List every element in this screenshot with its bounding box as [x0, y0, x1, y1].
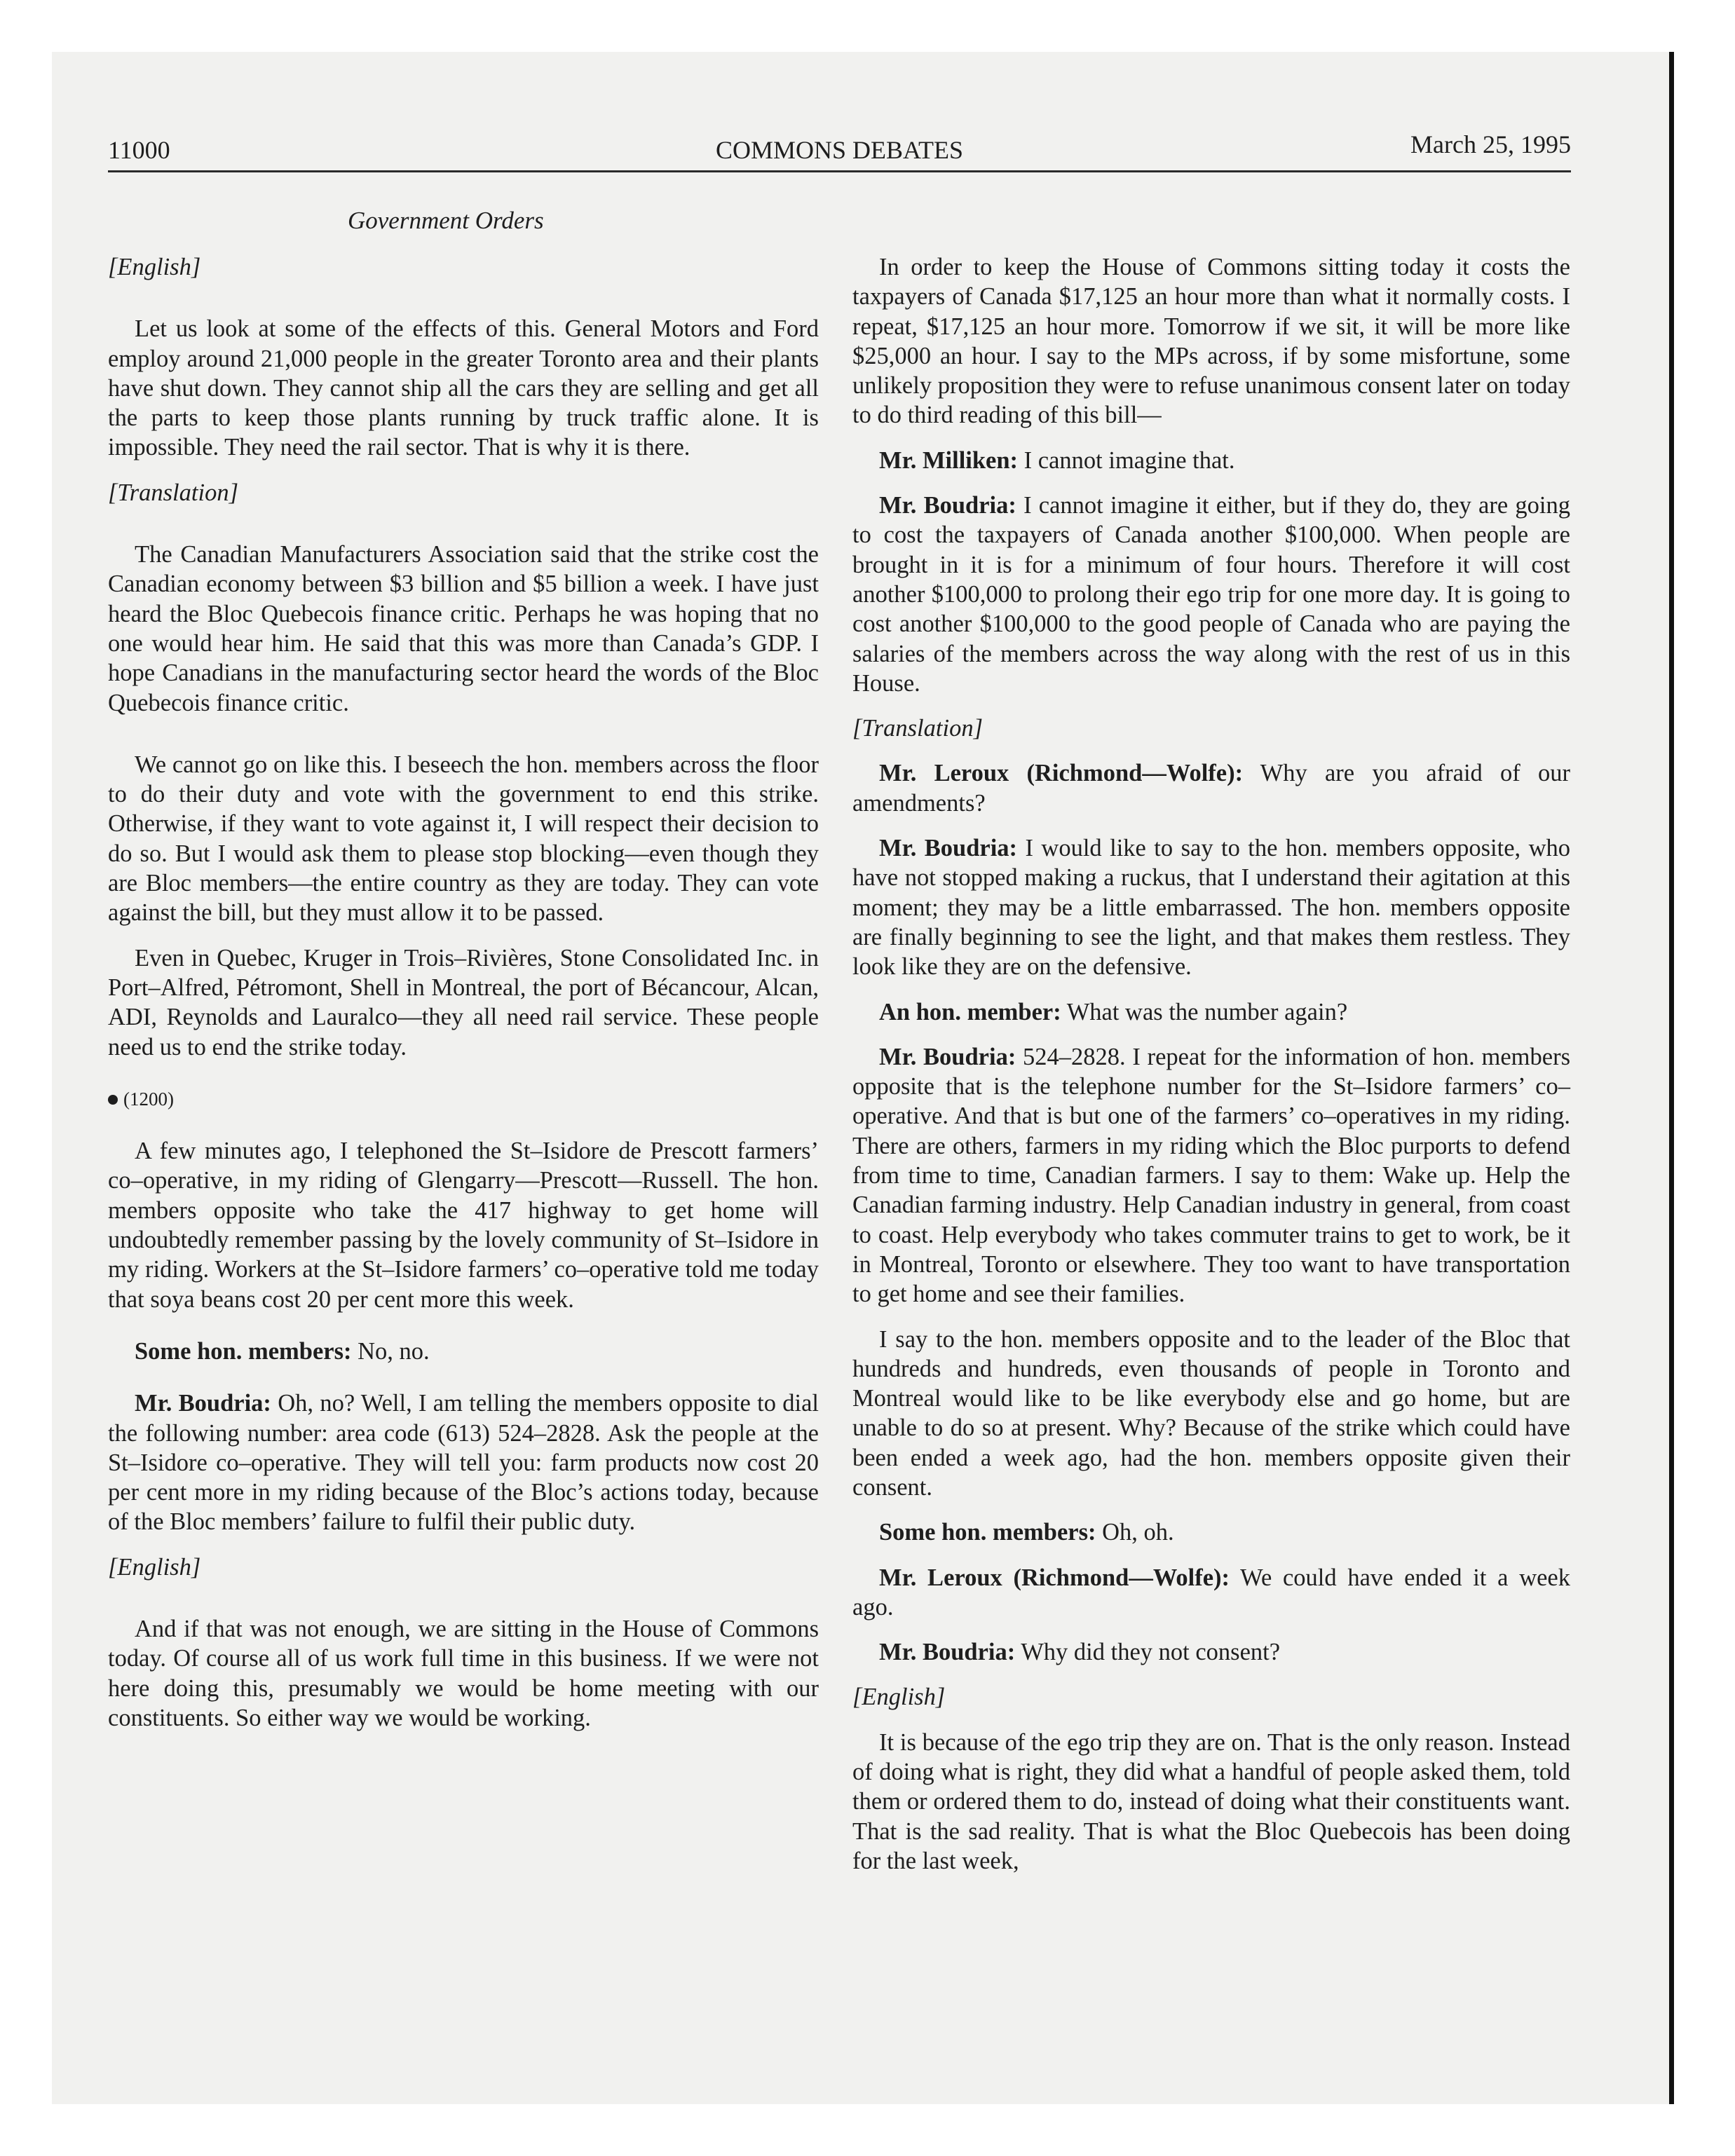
- speech-text: 524–2828. I repeat for the information of hon. members opposite that is the telephone number for the St–Isidore farmers’ co–operative. And that is but one of the farmers’ co–operatives in my riding. There are others, farmers in my riding which the Bloc purports to defend from time to time, Canadian farmers. I say to them: Wake up. Help the Canadian farming industry. Help Canadian industry in general, from coast to coast. Help everybody who takes commuter trains to get to work, be it in Montreal, Toronto or elsewhere. They too want to have transportation to get home and see their families.: [852, 1043, 1570, 1308]
- speech-text: Oh, oh.: [1096, 1519, 1174, 1546]
- speech: [852, 1517, 1570, 1547]
- paragraph: It is because of the ego trip they are on. That is the only reason. Instead of doing what is right, they did what a handful of people asked them, told them or ordered them to do, instead of doing what their constituents want. That is the sad reality. That is what the Bloc Quebecois has been doing for the last week,: [852, 1728, 1570, 1874]
- speaker-name: Mr. Boudria:: [879, 1639, 1016, 1666]
- speaker-name: Some hon. members:: [879, 1519, 1096, 1546]
- page-number: 11000: [108, 136, 170, 164]
- time-marker: [108, 1084, 819, 1114]
- speech-text: We could have ended it a week ago.: [852, 1564, 1570, 1621]
- publication-title: COMMONS DEBATES: [715, 136, 964, 164]
- running-header: [108, 130, 1571, 168]
- speech: [852, 1042, 1570, 1309]
- language-tag: [Translation]: [852, 715, 983, 742]
- speech: [852, 997, 1570, 1027]
- left-column: [108, 252, 819, 1733]
- speech: [108, 1389, 819, 1536]
- bullet-icon: [108, 1095, 118, 1105]
- paragraph: A few minutes ago, I telephoned the St–Isidore de Prescott farmers’ co–operative, in my riding of Glengarry—Prescott—Russell. The hon. members opposite who take the 417 highway to get home will undoubtedly remember passing by the lovely community of St–Isidore in my riding. Workers at the St–Isidore farmers’ co–operative told me today that soya beans cost 20 per cent more this week.: [108, 1138, 819, 1313]
- language-tag: [Translation]: [108, 479, 238, 506]
- language-tag: [English]: [852, 1684, 946, 1711]
- page-edge-shadow: [1669, 52, 1674, 2104]
- speaker-name: An hon. member:: [879, 998, 1061, 1025]
- right-column: [852, 252, 1570, 1876]
- speech-text: What was the number again?: [1061, 998, 1348, 1025]
- language-tag: [English]: [108, 254, 201, 280]
- speaker-name: Mr. Boudria:: [879, 835, 1018, 862]
- speech-text: I cannot imagine that.: [1018, 446, 1235, 474]
- speech: [852, 833, 1570, 981]
- speech: [852, 491, 1570, 698]
- speech-text: I would like to say to the hon. members opposite, who have not stopped making a ruckus, that I understand their agitation at this moment; they may be a little embarrassed. The hon. members opposite are finally beginning to see the light, and that makes them restless. They look like they are on the defensive.: [852, 835, 1570, 981]
- speaker-name: Mr. Boudria:: [879, 1043, 1016, 1070]
- speaker-name: Mr. Boudria:: [135, 1390, 271, 1417]
- time-marker-label: (1200): [123, 1088, 174, 1110]
- speech-text: No, no.: [351, 1337, 430, 1365]
- paragraph: And if that was not enough, we are sitting in the House of Commons today. Of course all of us work full time in this business. If we were not here doing this, presumably we would be home meeting with our constituents. So either way we would be working.: [108, 1615, 819, 1731]
- language-tag: [English]: [108, 1553, 201, 1581]
- speaker-name: Mr. Boudria:: [879, 492, 1016, 519]
- speaker-name: Mr. Leroux (Richmond—Wolfe):: [879, 1564, 1230, 1591]
- paragraph: We cannot go on like this. I beseech the hon. members across the floor to do their duty and vote with the government to end this strike. Otherwise, if they want to vote against it, I will respect their decision to do so. But I would ask them to please stop blocking—even though they are Bloc members—the entire country as they are today. They can vote against the bill, but they must allow it to be passed.: [108, 751, 819, 927]
- header-rule: [108, 170, 1571, 172]
- speech: [852, 758, 1570, 818]
- paragraph: The Canadian Manufacturers Association said that the strike cost the Canadian economy between $3 billion and $5 billion a week. I have just heard the Bloc Quebecois finance critic. Perhaps he was hoping that no one would hear him. He said that this was more than Canada’s GDP. I hope Canadians in the manufacturing sector heard the words of the Bloc Quebecois finance critic.: [108, 541, 819, 716]
- paragraph: In order to keep the House of Commons sitting today it costs the taxpayers of Canada $17,125 an hour more than what it normally costs. I repeat, $17,125 an hour more. Tomorrow if we sit, it will be more like $25,000 an hour. I say to the MPs across, if by some misfortune, some unlikely proposition they were to refuse unanimous consent later on today to do third reading of this bill—: [852, 254, 1570, 429]
- speech: [852, 1637, 1570, 1667]
- speech: [852, 446, 1570, 475]
- speech: [108, 1337, 819, 1366]
- paragraph: I say to the hon. members opposite and to the leader of the Bloc that hundreds and hundreds, even thousands of people in Toronto and Montreal would like to be like everybody else and go home, but are unable to do so at present. Why? Because of the strike which could have been ended a week ago, had the hon. members opposite given their consent.: [852, 1325, 1570, 1501]
- speech-text: Why did they not consent?: [1015, 1639, 1281, 1666]
- speech-text: Why are you afraid of our amendments?: [852, 760, 1570, 817]
- paragraph: Even in Quebec, Kruger in Trois–Rivières, Stone Consolidated Inc. in Port–Alfred, Pétromont, Shell in Montreal, the port of Bécancour, Alcan, ADI, Reynolds and Lauralco—they all need rail service. These people need us to end the strike today.: [108, 944, 819, 1060]
- speech: [852, 1563, 1570, 1623]
- publication-date: March 25, 1995: [1410, 130, 1571, 158]
- speaker-name: Mr. Leroux (Richmond—Wolfe):: [879, 760, 1244, 787]
- speech-text: Oh, no? Well, I am telling the members opposite to dial the following number: area code (613) 524–2828. Ask the people at the St–Isidore co–operative. They will tell you: farm products now cost 20 per cent more in my riding because of the Bloc’s actions today, because of the Bloc members’ failure to fulfil their public duty.: [108, 1390, 819, 1536]
- paragraph: Let us look at some of the effects of this. General Motors and Ford employ around 21,000 people in the greater Toronto area and their plants have shut down. They cannot ship all the cars they are selling and get all the parts to keep those plants running by truck traffic alone. It is impossible. They need the rail sector. That is why it is there.: [108, 315, 819, 461]
- section-title: Government Orders: [348, 207, 544, 234]
- speaker-name: Mr. Milliken:: [879, 446, 1019, 474]
- speech-text: I cannot imagine it either, but if they do, they are going to cost the taxpayers of Canada another $100,000. When people are brought in it is for a minimum of four hours. Therefore it will cost another $100,000 to prolong their ego trip for one more day. It is going to cost another $100,000 to the good people of Canada who are paying the salaries of the members across the way along with the rest of us in this House.: [852, 492, 1570, 697]
- speaker-name: Some hon. members:: [135, 1337, 352, 1365]
